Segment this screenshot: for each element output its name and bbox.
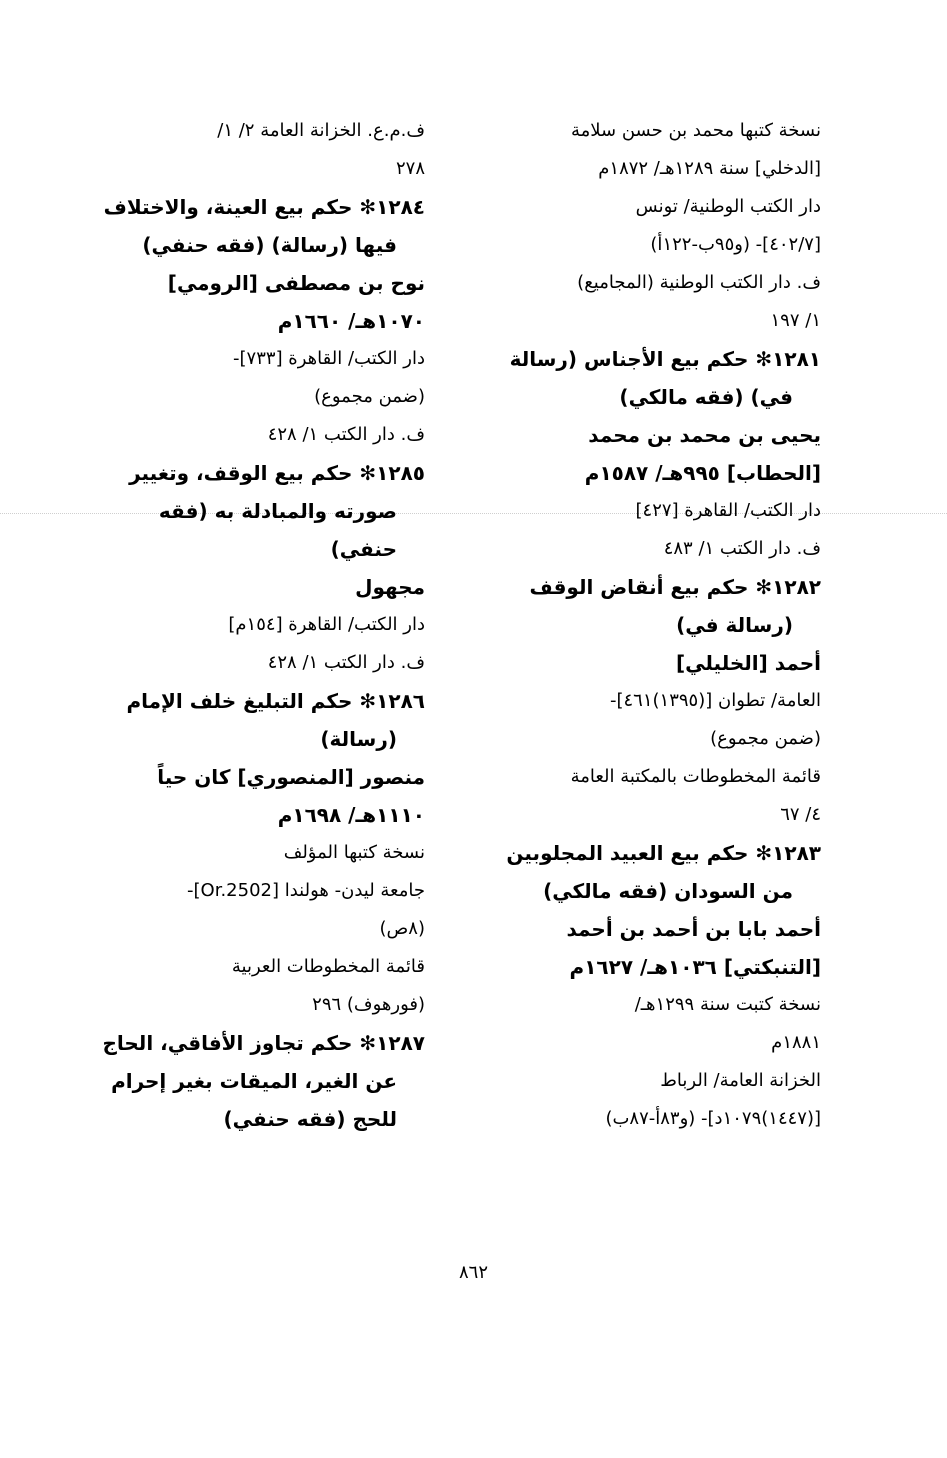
text-line: (ضمن مجموع)	[314, 386, 425, 407]
text-line: نسخة كتبها المؤلف	[283, 842, 425, 863]
text-line: (رسالة في)	[676, 613, 793, 637]
text-line: فيها (رسالة) (فقه حنفي)	[142, 233, 397, 257]
text-line: ١٠٧٠هـ/ ١٦٦٠م	[277, 309, 425, 333]
text-line: للحج (فقه حنفي)	[223, 1107, 397, 1131]
text-line: [التنبكتي] ١٠٣٦هـ/ ١٦٢٧م	[569, 955, 821, 979]
text-line: ١٢٨٥✻ حكم بيع الوقف، وتغيير	[129, 461, 425, 485]
text-line: عن الغير، الميقات بغير إحرام	[111, 1069, 397, 1093]
left-column	[65, 112, 425, 1138]
text-line: (رسالة)	[320, 727, 397, 751]
text-line: ف. دار الكتب الوطنية (المجاميع)	[577, 272, 821, 293]
text-line: نسخة كتبت سنة ١٢٩٩هـ/	[634, 994, 821, 1015]
text-line: ١٢٨٢✻ حكم بيع أنقاض الوقف	[529, 575, 821, 599]
text-line: دار الكتب/ القاهرة [٧٣٣]-	[233, 348, 425, 369]
text-line: ١٢٨٦✻ حكم التبليغ خلف الإمام	[126, 689, 425, 713]
text-line: مجهول	[355, 575, 425, 599]
right-column	[461, 112, 821, 1138]
text-line: ف. دار الكتب ١/ ٤٢٨	[267, 652, 425, 673]
text-line: صورته والمبادلة به (فقه	[158, 499, 397, 523]
text-line: أحمد بابا بن أحمد بن أحمد	[566, 917, 821, 941]
text-line: الخزانة العامة/ الرباط	[660, 1070, 821, 1091]
text-line: دار الكتب الوطنية/ تونس	[635, 196, 821, 217]
text-line: [٤٠٢/٧]- (و٩٥ب-١٢٢أ)	[650, 234, 821, 255]
text-line: ف. دار الكتب ١/ ٤٢٨	[267, 424, 425, 445]
text-line: [الدخلي] سنة ١٢٨٩هـ/ ١٨٧٢م	[598, 158, 821, 179]
text-line: ١٨٨١م	[771, 1032, 821, 1053]
text-line: ف.م.ع. الخزانة العامة ٢/ ١/	[217, 120, 425, 141]
text-line: ١١١٠هـ/ ١٦٩٨م	[277, 803, 425, 827]
text-line: من السودان (فقه مالكي)	[543, 879, 793, 903]
text-line: ف. دار الكتب ١/ ٤٨٣	[663, 538, 821, 559]
text-line: ١٢٨٧✻ حكم تجاوز الأفاقي، الحاج	[102, 1031, 425, 1055]
text-line: منصور [المنصوري] كان حياً	[157, 765, 425, 789]
text-line: (فورهوف) ٢٩٦	[312, 994, 425, 1015]
text-line: [الحطاب] ٩٩٥هـ/ ١٥٨٧م	[584, 461, 821, 485]
text-line: جامعة ليدن- هولندا [Or.2502]-	[187, 880, 425, 901]
text-line: قائمة المخطوطات بالمكتبة العامة	[570, 766, 821, 787]
text-line: العامة/ تطوان [(١٣٩٥)٤٦١]-	[609, 690, 821, 711]
text-line: حنفي)	[330, 537, 397, 561]
text-line: ١٢٨٤✻ حكم بيع العينة، والاختلاف	[103, 195, 425, 219]
text-line: قائمة المخطوطات العربية	[231, 956, 425, 977]
text-line: ١٢٨١✻ حكم بيع الأجناس (رسالة	[509, 347, 821, 371]
text-line: (٨ص)	[379, 918, 425, 939]
text-line: دار الكتب/ القاهرة [٤٢٧]	[635, 500, 821, 521]
text-line: في) (فقه مالكي)	[619, 385, 793, 409]
text-line: ٤/ ٦٧	[780, 804, 821, 825]
text-line: ٢٧٨	[395, 158, 425, 179]
text-line: [(١٤٤٧)١٠٧٩د]- (و٨٣أ-٨٧ب)	[605, 1108, 821, 1129]
text-line: نوح بن مصطفى [الرومي]	[167, 271, 425, 295]
text-line: دار الكتب/ القاهرة [١٥٤م]	[228, 614, 425, 635]
text-line: ١٢٨٣✻ حكم بيع العبيد المجلوبين	[506, 841, 821, 865]
text-line: نسخة كتبها محمد بن حسن سلامة	[571, 120, 821, 141]
text-line: يحيى بن محمد بن محمد	[588, 423, 821, 447]
text-line: أحمد [الخليلي]	[676, 651, 821, 675]
page-number: ٨٦٢	[458, 1262, 488, 1283]
text-line: ١/ ١٩٧	[770, 310, 821, 331]
text-line: (ضمن مجموع)	[710, 728, 821, 749]
